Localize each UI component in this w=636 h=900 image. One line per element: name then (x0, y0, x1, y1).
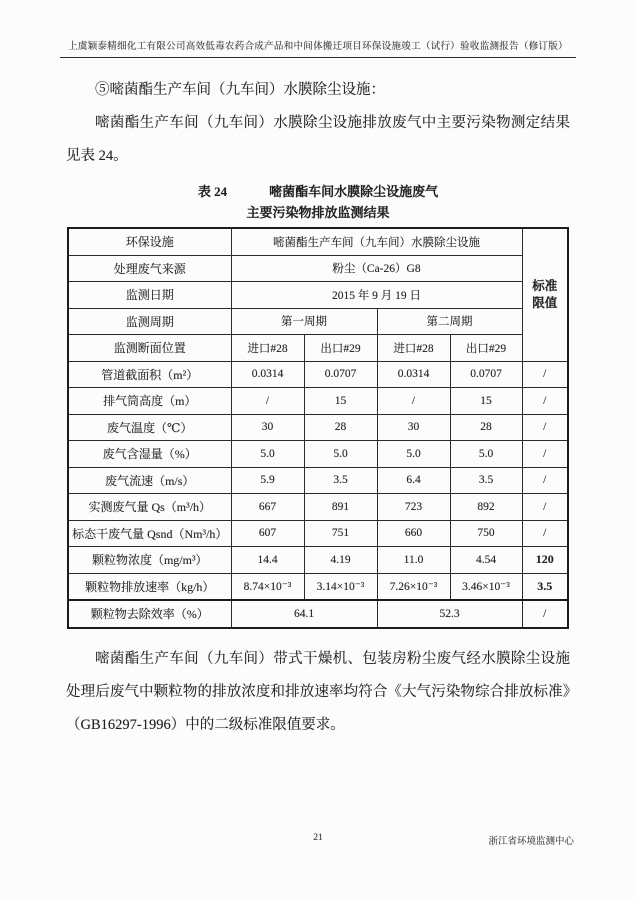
section-heading: ⑤嘧菌酯生产车间（九车间）水膜除尘设施： (95, 82, 385, 98)
limit-header: 标准 限值 (522, 228, 568, 361)
limit-value: 120 (522, 547, 568, 574)
limit-value: / (522, 414, 568, 441)
row-label: 排气筒高度（m） (68, 388, 231, 415)
page-header-title: 上虞颖泰精细化工有限公司高效低毒农药合成产品和中间体搬迁项目环保设施竣工（试行）验收监测报告（修订版） (60, 0, 576, 58)
row-label: 废气温度（℃） (68, 414, 231, 441)
limit-value: / (522, 494, 568, 521)
position-value: 进口#28 (377, 335, 450, 362)
cell-value: 723 (377, 494, 450, 521)
efficiency-cycle2: 52.3 (377, 600, 522, 628)
cell-value: 891 (304, 494, 377, 521)
cell-value: 0.0314 (231, 361, 304, 388)
cell-value: / (377, 388, 450, 415)
source-value: 粉尘（Ca-26）G8 (231, 255, 522, 282)
monitoring-results-table (67, 227, 569, 629)
cell-value: 751 (304, 520, 377, 547)
position-value: 进口#28 (231, 335, 304, 362)
cycle-label: 监测周期 (68, 308, 231, 335)
table-row (68, 388, 568, 415)
row-label: 标态干废气量 Qsnd（Nm³/h） (68, 520, 231, 547)
cell-value: 660 (377, 520, 450, 547)
row-label: 废气含湿量（%） (68, 441, 231, 468)
cell-value: 607 (231, 520, 304, 547)
limit-value: / (522, 441, 568, 468)
table-row (68, 573, 568, 600)
efficiency-cycle1: 64.1 (231, 600, 377, 628)
row-label: 颗粒物浓度（mg/m³） (68, 547, 231, 574)
row-label: 颗粒物去除效率（%） (68, 600, 231, 628)
date-value: 2015 年 9 月 19 日 (231, 282, 522, 309)
table-row (68, 228, 568, 255)
limit-value: 3.5 (522, 573, 568, 600)
row-label: 废气流速（m/s） (68, 467, 231, 494)
table-row (68, 494, 568, 521)
position-value: 出口#29 (450, 335, 522, 362)
table-caption (66, 181, 570, 223)
cell-value: 5.0 (304, 441, 377, 468)
limit-value: / (522, 600, 568, 628)
conclusion-paragraph: 嘧菌酯生产车间（九车间）带式干燥机、包装房粉尘废气经水膜除尘设施处理后废气中颗粒物的排放浓度和排放速率均符合《大气污染物综合排放标准》（GB16297-1996）中的二级标准限值要求。 (66, 650, 570, 733)
source-label: 处理废气来源 (68, 255, 231, 282)
table-row (68, 600, 568, 628)
table-number: 表 24 (197, 184, 228, 199)
cell-value: 0.0707 (450, 361, 522, 388)
cell-value: 5.0 (377, 441, 450, 468)
cell-value: 15 (450, 388, 522, 415)
intro-paragraph: 嘧菌酯生产车间（九车间）水膜除尘设施排放废气中主要污染物测定结果见表 24。 (66, 115, 570, 164)
table-row (68, 467, 568, 494)
table-title-line2: 主要污染物排放监测结果 (246, 205, 390, 220)
table-caption-line1 (66, 181, 570, 202)
table-row (68, 547, 568, 574)
facility-label: 环保设施 (68, 228, 231, 255)
cell-value: 8.74×10⁻³ (231, 573, 304, 600)
cell-value: 14.4 (231, 547, 304, 574)
cell-value: 5.0 (450, 441, 522, 468)
cell-value: 28 (304, 414, 377, 441)
cell-value: 3.5 (450, 467, 522, 494)
row-label: 颗粒物排放速率（kg/h） (68, 573, 231, 600)
cell-value: / (231, 388, 304, 415)
cell-value: 0.0314 (377, 361, 450, 388)
date-label: 监测日期 (68, 282, 231, 309)
cell-value: 6.4 (377, 467, 450, 494)
cell-value: 28 (450, 414, 522, 441)
cell-value: 7.26×10⁻³ (377, 573, 450, 600)
row-label: 管道截面积（m²） (68, 361, 231, 388)
limit-value: / (522, 361, 568, 388)
cell-value: 3.14×10⁻³ (304, 573, 377, 600)
table-row (68, 308, 568, 335)
row-label: 实测废气量 Qs（m³/h） (68, 494, 231, 521)
cycle1-header: 第一周期 (231, 308, 377, 335)
page-number: 21 (313, 833, 323, 843)
cell-value: 3.46×10⁻³ (450, 573, 522, 600)
page-footer (0, 833, 636, 849)
cell-value: 11.0 (377, 547, 450, 574)
cell-value: 4.19 (304, 547, 377, 574)
table-row (68, 441, 568, 468)
cell-value: 667 (231, 494, 304, 521)
limit-value: / (522, 520, 568, 547)
position-label: 监测断面位置 (68, 335, 231, 362)
cell-value: 0.0707 (304, 361, 377, 388)
table-row (68, 282, 568, 309)
table-row (68, 414, 568, 441)
table-row (68, 335, 568, 362)
facility-value: 嘧菌酯生产车间（九车间）水膜除尘设施 (231, 228, 522, 255)
footer-organization: 浙江省环境监测中心 (488, 837, 574, 847)
cell-value: 30 (377, 414, 450, 441)
cell-value: 892 (450, 494, 522, 521)
cell-value: 5.0 (231, 441, 304, 468)
position-value: 出口#29 (304, 335, 377, 362)
cell-value: 30 (231, 414, 304, 441)
table-row (68, 361, 568, 388)
cell-value: 750 (450, 520, 522, 547)
limit-value: / (522, 467, 568, 494)
table-row (68, 255, 568, 282)
cycle2-header: 第二周期 (377, 308, 522, 335)
limit-value: / (522, 388, 568, 415)
cell-value: 4.54 (450, 547, 522, 574)
table-row (68, 520, 568, 547)
cell-value: 3.5 (304, 467, 377, 494)
table-title-line1: 嘧菌酯车间水膜除尘设施废气 (269, 184, 439, 199)
cell-value: 15 (304, 388, 377, 415)
cell-value: 5.9 (231, 467, 304, 494)
